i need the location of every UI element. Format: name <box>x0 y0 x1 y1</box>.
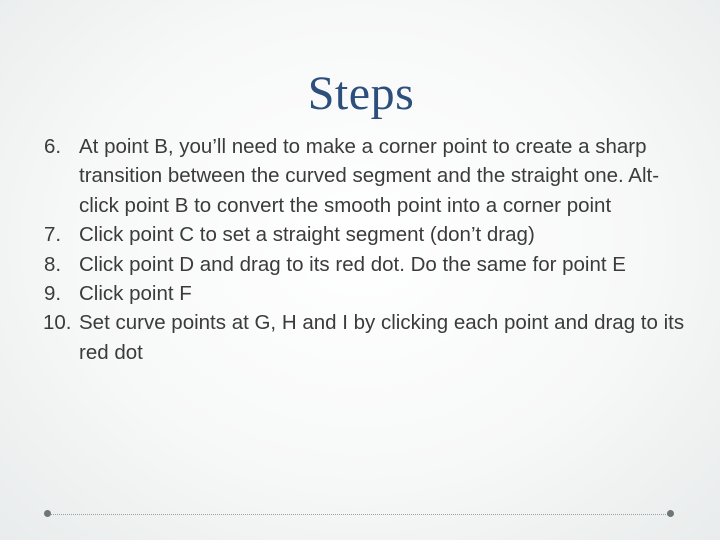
footer-left-dot-icon <box>44 510 51 517</box>
step-text: Click point F <box>79 282 192 306</box>
step-text: Click point C to set a straight segment (don’t drag) <box>79 223 535 247</box>
step-number: 8. <box>44 252 62 276</box>
step-number: 9. <box>44 282 62 306</box>
list-item <box>44 220 694 249</box>
list-item <box>44 132 694 220</box>
step-number: 7. <box>44 223 62 247</box>
list-item <box>44 279 694 308</box>
step-text: At point B, you’ll need to make a corner point to create a sharp transition between the curved segment and the straight one. Alt-click point B to convert the smooth point into a corner point <box>79 135 660 217</box>
step-number: 6. <box>44 135 62 158</box>
step-text: Set curve points at G, H and I by clicking each point and drag to its red dot <box>79 311 685 364</box>
steps-list <box>44 132 694 367</box>
slide-title: Steps <box>307 67 415 120</box>
step-text: Click point D and drag to its red dot. Do the same for point E <box>79 252 626 276</box>
footer-right-dot-icon <box>667 510 674 517</box>
step-number: 10. <box>43 311 72 335</box>
list-item <box>44 308 694 367</box>
footer-divider <box>48 514 672 515</box>
list-item <box>44 250 694 279</box>
